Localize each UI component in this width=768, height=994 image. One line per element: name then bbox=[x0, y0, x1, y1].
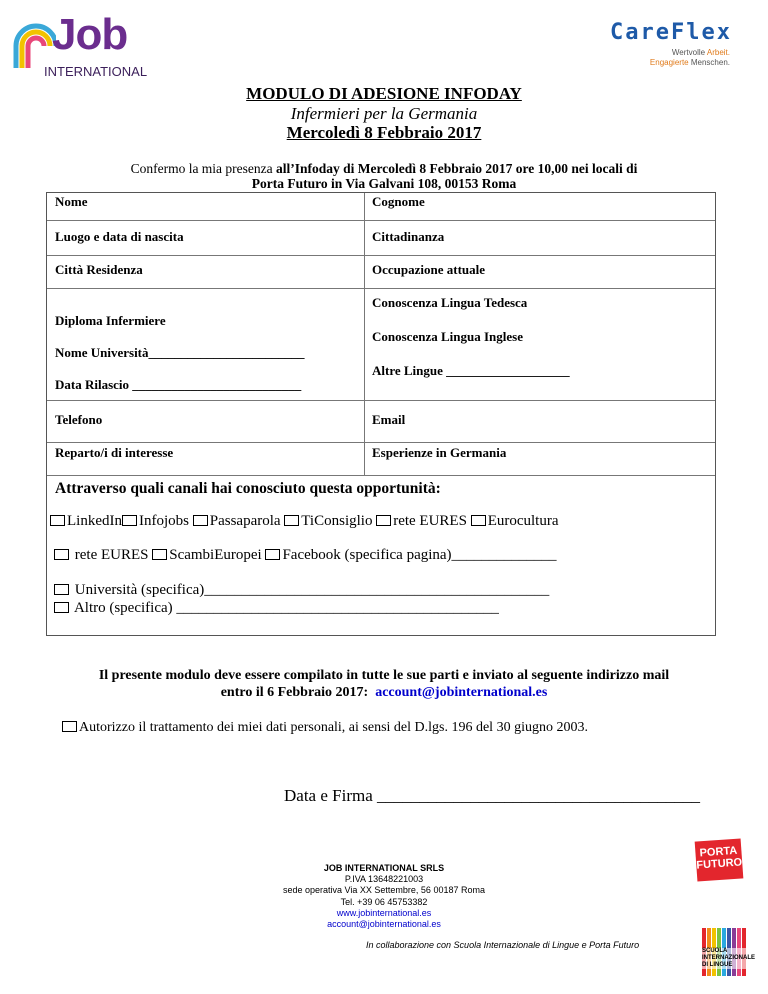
channel-rete-eures-2[interactable]: rete EURES bbox=[54, 547, 148, 563]
footer-mail-link[interactable]: account@jobinternational.es bbox=[327, 919, 441, 930]
channel-infojobs[interactable]: Infojobs bbox=[122, 513, 189, 529]
channel-linkedin[interactable]: LinkedIn bbox=[50, 513, 122, 529]
rainbow-arc-icon bbox=[12, 20, 56, 70]
checkbox-icon[interactable] bbox=[284, 515, 299, 526]
checkbox-icon[interactable] bbox=[54, 602, 69, 613]
data-rilascio-field[interactable]: Data Rilascio __________________________ bbox=[55, 377, 302, 392]
form-title: MODULO DI ADESIONE INFODAY bbox=[246, 84, 522, 103]
scuola-logo-text: SCUOLA INTERNAZIONALE DI LINGUE bbox=[702, 948, 755, 968]
scuola-internazionale-logo bbox=[702, 928, 755, 976]
channel-scambieuropei[interactable]: ScambiEuropei bbox=[152, 547, 261, 563]
cognome-field[interactable]: Cognome bbox=[372, 194, 425, 209]
checkbox-icon[interactable] bbox=[54, 549, 69, 560]
checkbox-icon[interactable] bbox=[54, 584, 69, 595]
signature-field[interactable]: Data e Firma ______________________________________ bbox=[284, 786, 700, 805]
notice-line-1: Il presente modulo deve essere compilato in tutte le sue parti e inviato al seguente indirizzo mail bbox=[98, 668, 670, 683]
channels-question: Attraverso quali canali hai conosciuto questa opportunità: bbox=[55, 480, 441, 497]
cittadinanza-field[interactable]: Cittadinanza bbox=[372, 229, 445, 244]
notice-line-2: entro il 6 Febbraio 2017: account@jobinternational.es bbox=[220, 685, 548, 700]
careflex-tagline-1: Wertvolle Arbeit. bbox=[671, 48, 730, 57]
email-field[interactable]: Email bbox=[372, 412, 406, 427]
channel-facebook[interactable]: Facebook (specifica pagina)______________ bbox=[265, 547, 556, 563]
checkbox-icon[interactable] bbox=[265, 549, 280, 560]
channel-ticonsiglio[interactable]: TiConsiglio bbox=[284, 513, 372, 529]
checkbox-icon[interactable] bbox=[193, 515, 208, 526]
channels-row-1 bbox=[50, 513, 559, 530]
footer-collaboration: In collaborazione con Scuola Internazionale di Lingue e Porta Futuro bbox=[366, 940, 640, 950]
careflex-logo bbox=[578, 20, 738, 72]
job-international-logo bbox=[12, 10, 152, 82]
registration-form-table bbox=[46, 192, 716, 636]
universita-field[interactable]: Nome Università________________________ bbox=[55, 345, 305, 360]
channels-row-2 bbox=[54, 547, 557, 564]
checkbox-icon[interactable] bbox=[62, 721, 77, 732]
diploma-field[interactable]: Diploma Infermiere bbox=[55, 313, 166, 328]
careflex-logo-word: CareFlex bbox=[610, 20, 732, 45]
channel-passaparola[interactable]: Passaparola bbox=[193, 513, 281, 529]
checkbox-icon[interactable] bbox=[122, 515, 137, 526]
footer-piva: P.IVA 13648221003 bbox=[344, 874, 424, 885]
inglese-field[interactable]: Conoscenza Lingua Inglese bbox=[372, 329, 523, 344]
footer-tel: Tel. +39 06 45753382 bbox=[340, 896, 428, 907]
footer-web-link[interactable]: www.jobinternational.es bbox=[336, 907, 432, 918]
channel-universita[interactable]: Università (specifica)______________________________________________ bbox=[54, 582, 549, 599]
intro-line-2: Porta Futuro in Via Galvani 108, 00153 Roma bbox=[251, 176, 517, 191]
checkbox-icon[interactable] bbox=[471, 515, 486, 526]
channel-rete-eures[interactable]: rete EURES bbox=[376, 513, 467, 529]
notice-email-link[interactable]: account@jobinternational.es bbox=[375, 685, 548, 700]
intro-line-1: Confermo la mia presenza all’Infoday di Mercoledì 8 Febbraio 2017 ore 10,00 nei locali di bbox=[130, 161, 638, 176]
luogo-data-nascita-field[interactable]: Luogo e data di nascita bbox=[55, 229, 184, 244]
checkbox-icon[interactable] bbox=[152, 549, 167, 560]
porta-futuro-logo: PORTA FUTURO bbox=[695, 838, 744, 881]
footer-contact bbox=[0, 863, 768, 930]
footer-address: sede operativa Via XX Settembre, 56 00187 Roma bbox=[283, 885, 485, 896]
footer-company: JOB INTERNATIONAL SRLS bbox=[323, 863, 445, 873]
channel-altro[interactable]: Altro (specifica) ___________________________________________ bbox=[54, 600, 499, 617]
telefono-field[interactable]: Telefono bbox=[55, 412, 103, 427]
citta-residenza-field[interactable]: Città Residenza bbox=[55, 262, 143, 277]
form-date: Mercoledì 8 Febbraio 2017 bbox=[286, 123, 482, 142]
consent-checkbox[interactable]: Autorizzo il trattamento dei miei dati personali, ai sensi del D.lgs. 196 del 30 giugno 2003. bbox=[62, 720, 588, 736]
esperienze-field[interactable]: Esperienze in Germania bbox=[372, 445, 507, 460]
occupazione-field[interactable]: Occupazione attuale bbox=[372, 262, 486, 277]
altre-lingue-field[interactable]: Altre Lingue ___________________ bbox=[372, 363, 570, 378]
form-subtitle: Infermieri per la Germania bbox=[290, 104, 478, 123]
reparto-field[interactable]: Reparto/i di interesse bbox=[55, 445, 174, 460]
job-logo-word: Job bbox=[52, 10, 128, 59]
checkbox-icon[interactable] bbox=[376, 515, 391, 526]
checkbox-icon[interactable] bbox=[50, 515, 65, 526]
job-logo-subtitle: INTERNATIONAL bbox=[44, 64, 148, 79]
nome-field[interactable]: Nome bbox=[55, 194, 88, 209]
channel-eurocultura[interactable]: Eurocultura bbox=[471, 513, 559, 529]
tedesco-field[interactable]: Conoscenza Lingua Tedesca bbox=[372, 295, 528, 310]
careflex-tagline-2: Engagierte Menschen. bbox=[649, 58, 730, 67]
